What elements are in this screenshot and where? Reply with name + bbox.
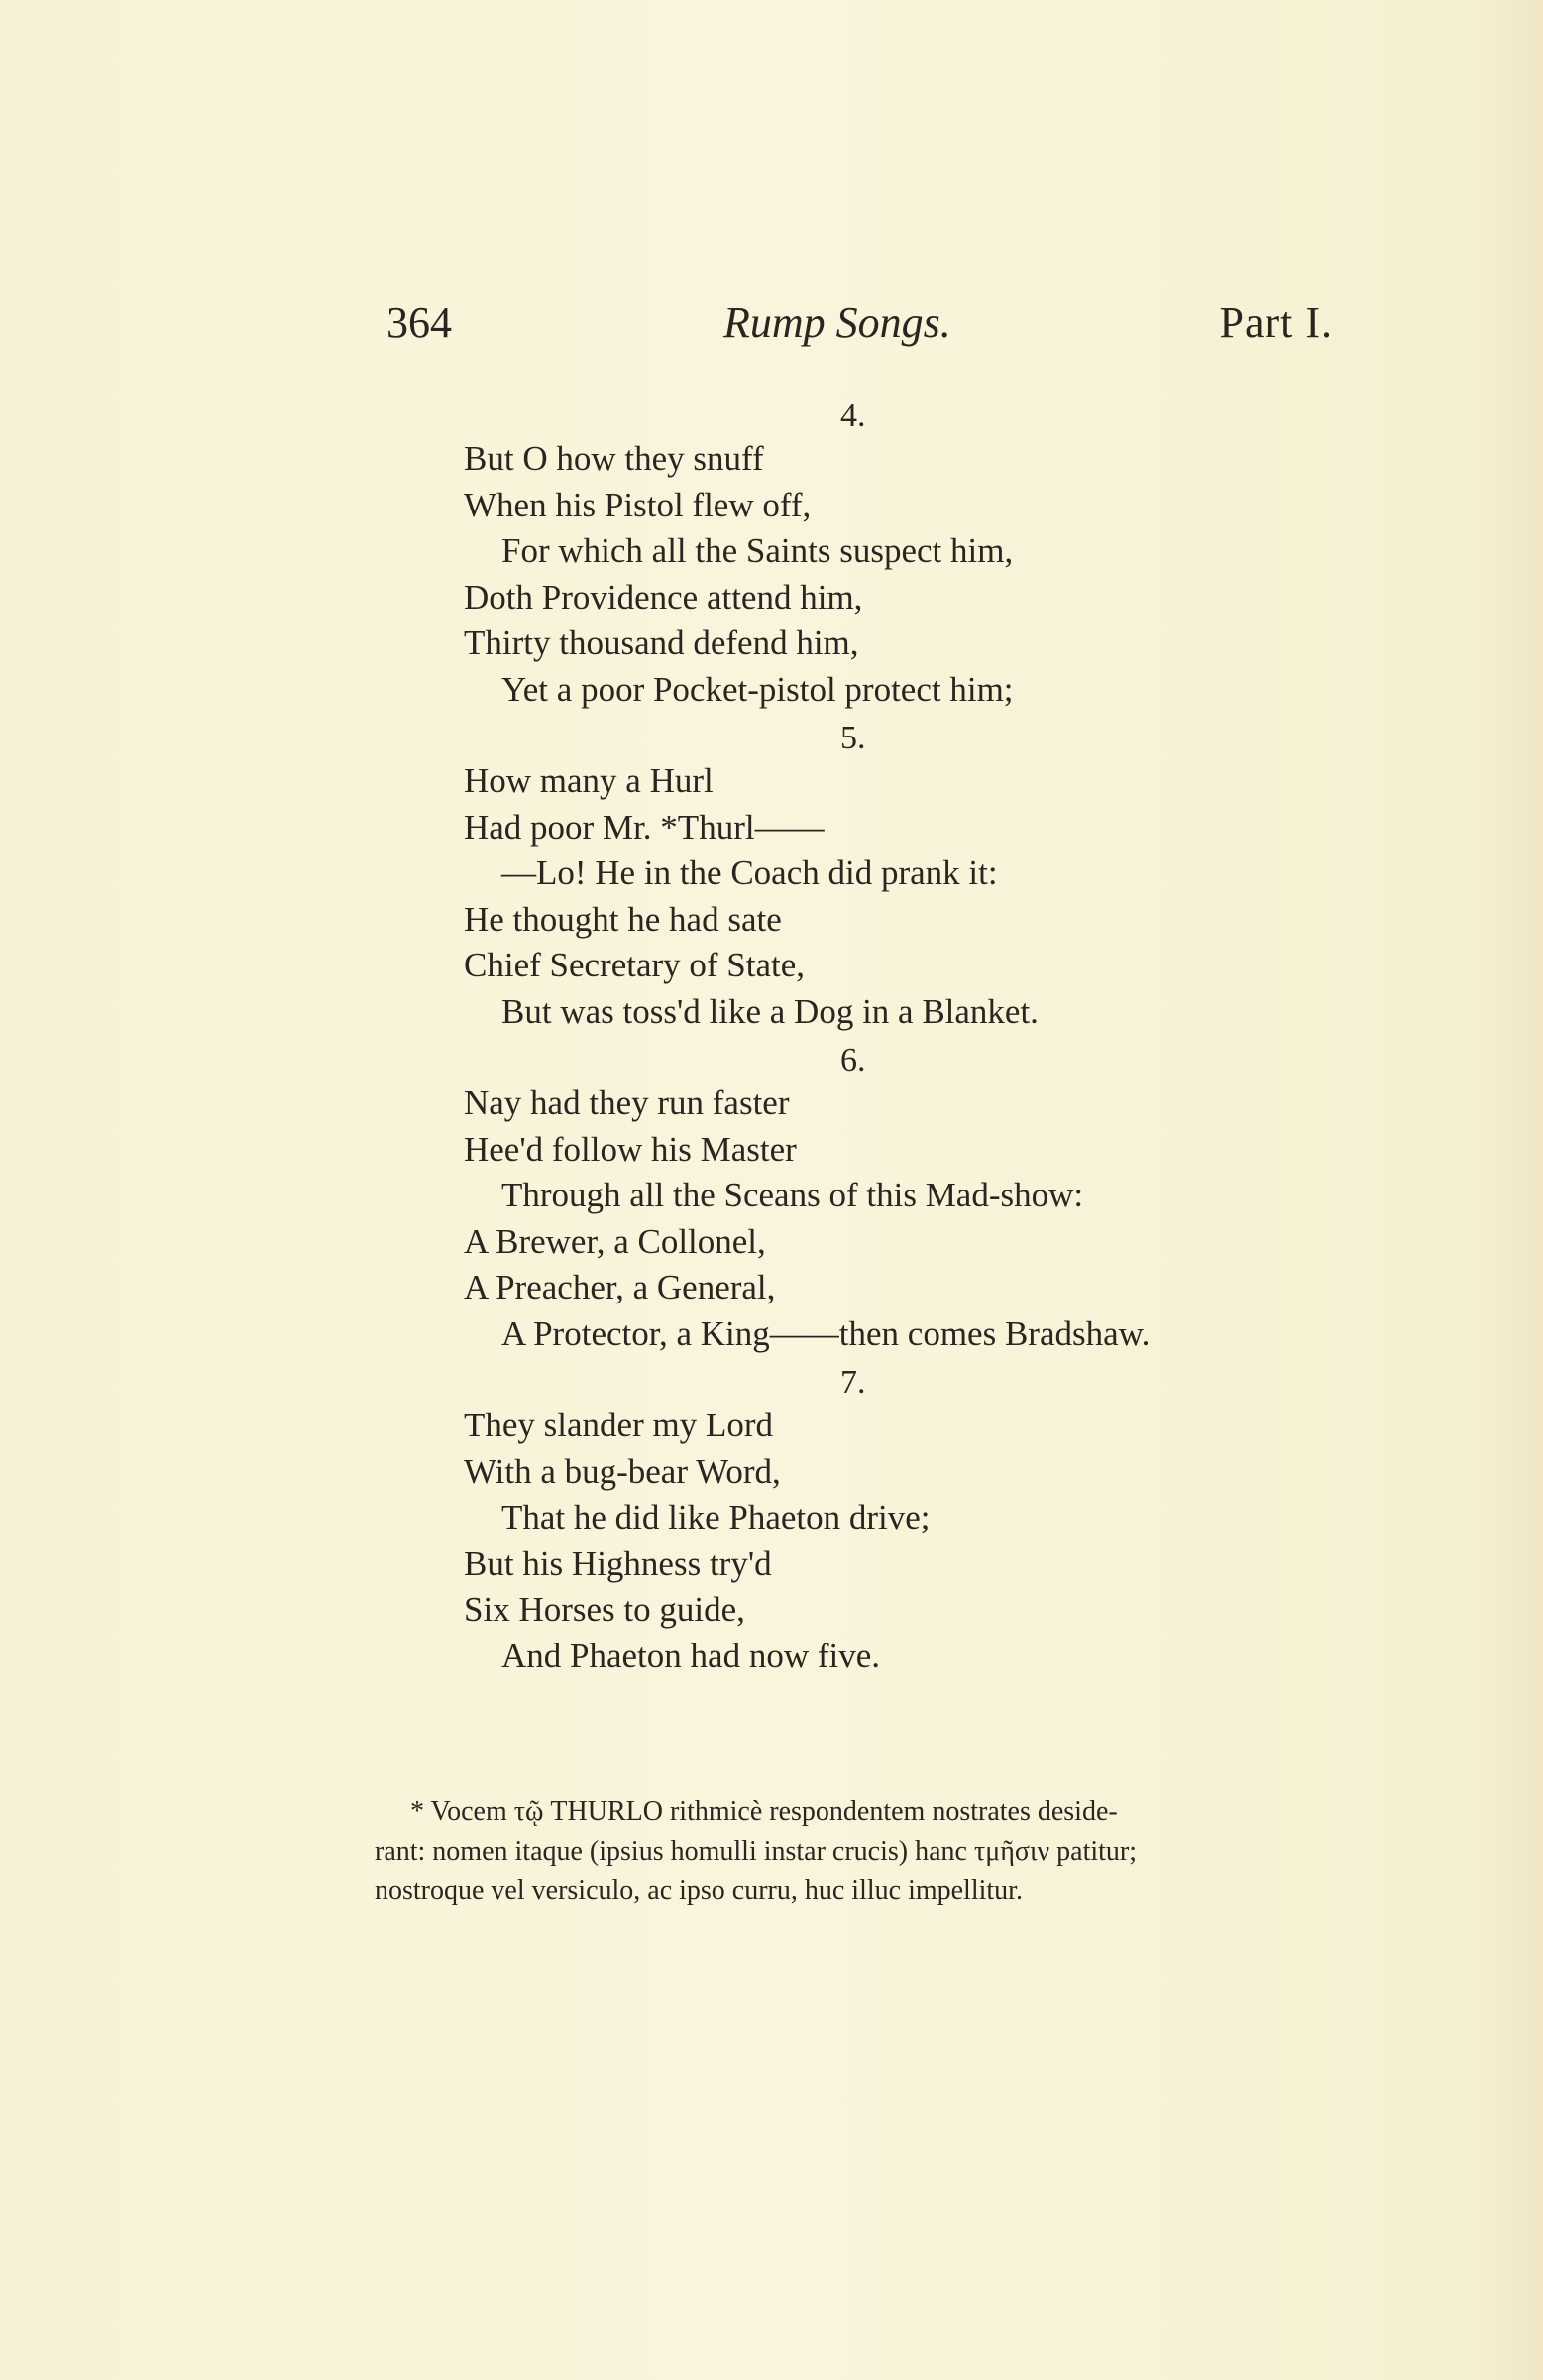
verse-line: That he did like Phaeton drive; xyxy=(501,1498,931,1536)
verse-line: A Brewer, a Collonel, xyxy=(464,1221,766,1261)
verse-line: A Preacher, a General, xyxy=(464,1268,776,1306)
verse-line: When his Pistol flew off, xyxy=(464,485,812,524)
verse-line: But his Highness try'd xyxy=(464,1543,772,1583)
footnote xyxy=(375,1792,1331,1911)
stanza-7 xyxy=(464,1363,1356,1679)
page-number: 364 xyxy=(386,298,452,347)
verse-line: Doth Providence attend him, xyxy=(464,577,863,617)
verse-line: He thought he had sate xyxy=(464,899,782,939)
stanza-number: 5. xyxy=(840,720,866,756)
verse-line: For which all the Saints suspect him, xyxy=(501,531,1014,570)
running-title: Rump Songs. xyxy=(723,298,951,347)
verse-line: Chief Secretary of State, xyxy=(464,946,806,984)
part-label: Part I. xyxy=(1219,298,1333,347)
verse-line: —Lo! He in the Coach did prank it: xyxy=(501,853,998,892)
poem xyxy=(464,397,1356,1685)
verse-line: With a bug-bear Word, xyxy=(464,1451,781,1491)
footnote-line: nostroque vel versiculo, ac ipso curru, huc illuc impellitur. xyxy=(375,1875,1023,1906)
verse-line: How many a Hurl xyxy=(464,761,714,800)
stanza-number: 4. xyxy=(840,397,866,434)
stanza-5 xyxy=(464,719,1356,1035)
stanza-4 xyxy=(464,397,1356,713)
verse-line: Six Horses to guide, xyxy=(464,1590,745,1629)
verse-line: A Protector, a King——then comes Bradshaw. xyxy=(501,1313,1151,1353)
verse-line: Through all the Sceans of this Mad-show: xyxy=(501,1176,1084,1214)
verse-line: But O how they snuff xyxy=(464,439,764,478)
page-header xyxy=(386,297,1333,357)
verse-line: Hee'd follow his Master xyxy=(464,1129,797,1169)
verse-line: Yet a poor Pocket-pistol protect him; xyxy=(501,669,1014,709)
verse-line: But was toss'd like a Dog in a Blanket. xyxy=(501,991,1039,1031)
footnote-line: rant: nomen itaque (ipsius homulli instar crucis) hanc τμῆσιν patitur; xyxy=(375,1836,1138,1867)
verse-line: Thirty thousand defend him, xyxy=(464,623,859,662)
verse-line: Had poor Mr. *Thurl—— xyxy=(464,807,825,847)
stanza-number: 6. xyxy=(840,1042,866,1078)
verse-line: Nay had they run faster xyxy=(464,1083,790,1122)
verse-line: They slander my Lord xyxy=(464,1406,773,1444)
stanza-number: 7. xyxy=(840,1364,866,1401)
verse-line: And Phaeton had now five. xyxy=(501,1636,881,1675)
stanza-6 xyxy=(464,1041,1356,1357)
footnote-line: * Vocem τῷ THURLO rithmicè respondentem nostrates deside- xyxy=(410,1796,1118,1827)
